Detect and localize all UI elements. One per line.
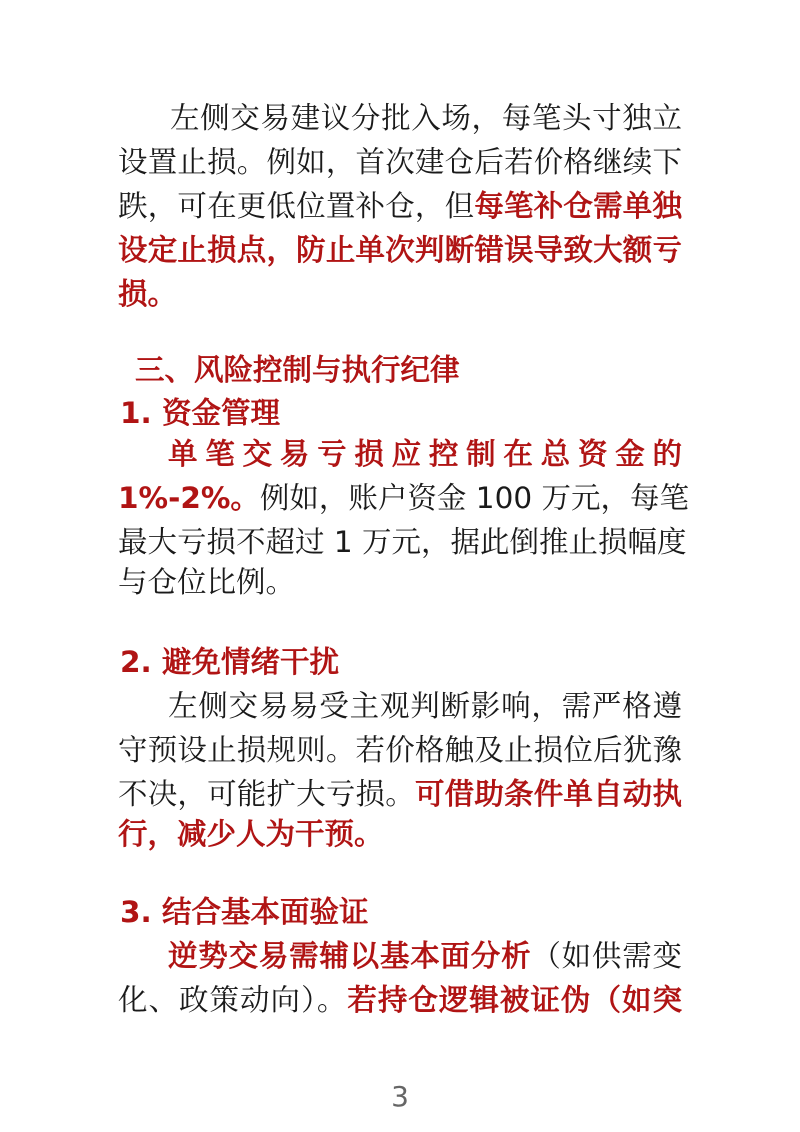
text-line	[168, 686, 682, 726]
page-number: 3	[391, 1080, 409, 1113]
text-line	[168, 434, 682, 474]
text-line	[118, 274, 682, 314]
text-line	[120, 393, 682, 433]
text-line	[168, 936, 682, 976]
text-line	[118, 186, 682, 226]
body-text: 设置止损。例如，首次建仓后若价格继续下	[118, 145, 682, 179]
body-text: 左侧交易建议分批入场，每笔头寸独立	[170, 101, 682, 135]
body-text: （如供需变	[531, 939, 682, 973]
highlighted-text: 3. 结合基本面验证	[120, 895, 369, 929]
text-line	[118, 980, 682, 1020]
highlighted-text: 每笔补仓需单独	[474, 189, 682, 223]
highlighted-text: 1%-2%。	[118, 481, 260, 515]
highlighted-text: 逆势交易需辅以基本面分析	[168, 939, 532, 973]
highlighted-text: 若持仓逻辑被证伪（如突	[347, 983, 682, 1017]
text-line	[135, 350, 682, 390]
highlighted-text: 1. 资金管理	[120, 396, 281, 430]
highlighted-text: 损。	[118, 277, 178, 311]
highlighted-text: 单笔交易亏损应控制在总资金的	[168, 437, 682, 471]
text-line	[118, 814, 682, 854]
body-text: 化、政策动向）。	[118, 983, 348, 1017]
text-line	[118, 142, 682, 182]
text-line	[118, 478, 689, 518]
body-text: 跌，可在更低位置补仓，但	[118, 189, 475, 223]
text-line	[118, 562, 682, 602]
text-line	[120, 892, 682, 932]
highlighted-text: 设定止损点，防止单次判断错误导致大额亏	[118, 233, 682, 267]
highlighted-text: 可借助条件单自动执	[414, 777, 682, 811]
text-line	[118, 774, 682, 814]
body-text: 不决，可能扩大亏损。	[118, 777, 415, 811]
highlighted-text: 三、风险控制与执行纪律	[135, 353, 460, 387]
text-line	[118, 230, 682, 270]
text-line	[118, 730, 682, 770]
text-line	[120, 642, 682, 682]
body-text: 与仓位比例。	[118, 565, 296, 599]
text-line	[118, 522, 687, 562]
text-line	[170, 98, 682, 138]
body-text: 最大亏损不超过 1 万元，据此倒推止损幅度	[118, 525, 687, 559]
body-text: 左侧交易易受主观判断影响，需严格遵	[168, 689, 682, 723]
highlighted-text: 2. 避免情绪干扰	[120, 645, 340, 679]
highlighted-text: 行，减少人为干预。	[118, 817, 384, 851]
body-text: 守预设止损规则。若价格触及止损位后犹豫	[118, 733, 682, 767]
body-text: 例如，账户资金 100 万元，每笔	[259, 481, 689, 515]
